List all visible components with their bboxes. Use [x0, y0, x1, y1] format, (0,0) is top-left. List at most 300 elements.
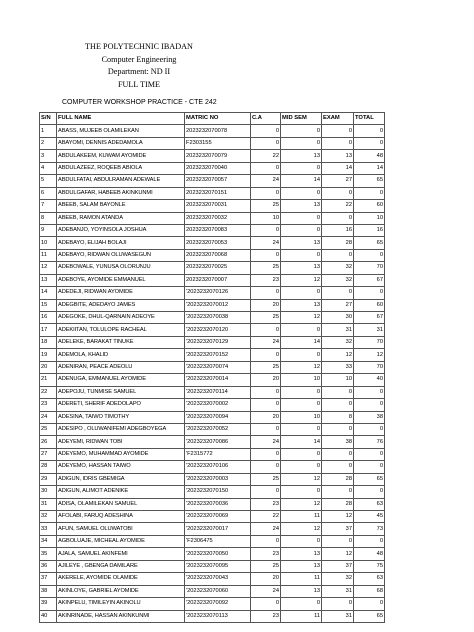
cell-total: 0 — [354, 535, 385, 547]
cell-exam: 0 — [322, 399, 354, 411]
cell-full-name: ABEEB, RAMON ATANDA — [57, 212, 185, 224]
cell-sn: 16 — [40, 312, 57, 324]
cell-exam: 27 — [322, 175, 354, 187]
cell-exam: 16 — [322, 224, 354, 236]
cell-exam: 8 — [322, 411, 354, 423]
cell-matric-no: '2023232070150 — [185, 486, 251, 498]
cell-total: 0 — [354, 598, 385, 610]
cell-full-name: AKINRINADE, HASSAN AKINKUNMI — [57, 610, 185, 622]
cell-full-name: ADEMOLA, KHALID — [57, 349, 185, 361]
column-header-name: FULL NAME — [57, 113, 185, 125]
table-row — [40, 187, 385, 199]
cell-sn: 31 — [40, 498, 57, 510]
table-row — [40, 573, 385, 585]
cell-ca: 20 — [251, 411, 281, 423]
cell-total: 14 — [354, 162, 385, 174]
table-row — [40, 361, 385, 373]
cell-total: 70 — [354, 361, 385, 373]
cell-mid-sem: 0 — [281, 212, 322, 224]
cell-matric-no: F2303155 — [185, 137, 251, 149]
cell-ca: 0 — [251, 125, 281, 137]
cell-ca: 23 — [251, 498, 281, 510]
column-header-total: TOTAL — [354, 113, 385, 125]
cell-mid-sem: 0 — [281, 386, 322, 398]
cell-exam: 37 — [322, 560, 354, 572]
cell-ca: 24 — [251, 436, 281, 448]
cell-ca: 0 — [251, 224, 281, 236]
cell-matric-no: '2023232070086 — [185, 436, 251, 448]
cell-total: 63 — [354, 498, 385, 510]
table-row — [40, 262, 385, 274]
cell-mid-sem: 0 — [281, 399, 322, 411]
cell-mid-sem: 13 — [281, 200, 322, 212]
cell-sn: 3 — [40, 150, 57, 162]
cell-full-name: ADEGOKE, DHUL-QARNAIN ADEOYE — [57, 312, 185, 324]
cell-exam: 0 — [322, 448, 354, 460]
cell-sn: 37 — [40, 573, 57, 585]
cell-total: 0 — [354, 448, 385, 460]
cell-full-name: ADEBOYE, AYOMIDE EMMANUEL — [57, 274, 185, 286]
cell-total: 48 — [354, 548, 385, 560]
cell-mid-sem: 0 — [281, 287, 322, 299]
column-header-ca: C.A — [251, 113, 281, 125]
cell-full-name: ABEEB, SALAM BAYONLE — [57, 200, 185, 212]
cell-sn: 35 — [40, 548, 57, 560]
cell-ca: 0 — [251, 461, 281, 473]
cell-matric-no: '2023232070129 — [185, 336, 251, 348]
cell-matric-no: '2023232070017 — [185, 523, 251, 535]
table-row — [40, 560, 385, 572]
cell-sn: 39 — [40, 598, 57, 610]
cell-full-name: AJILEYE , GBENGA DAMILARE — [57, 560, 185, 572]
cell-sn: 19 — [40, 349, 57, 361]
cell-total: 73 — [354, 523, 385, 535]
cell-exam: 0 — [322, 137, 354, 149]
cell-mid-sem: 12 — [281, 312, 322, 324]
cell-ca: 0 — [251, 349, 281, 361]
cell-ca: 0 — [251, 187, 281, 199]
table-row — [40, 200, 385, 212]
cell-sn: 34 — [40, 535, 57, 547]
cell-matric-no: 2023232070078 — [185, 125, 251, 137]
table-row — [40, 162, 385, 174]
cell-matric-no: '2023232070050 — [185, 548, 251, 560]
cell-ca: 25 — [251, 262, 281, 274]
cell-ca: 10 — [251, 212, 281, 224]
cell-full-name: ADENUGA, EMMANUEL AYOMIDE — [57, 374, 185, 386]
cell-mid-sem: 10 — [281, 411, 322, 423]
cell-ca: 20 — [251, 573, 281, 585]
cell-sn: 28 — [40, 461, 57, 473]
cell-sn: 24 — [40, 411, 57, 423]
cell-mid-sem: 12 — [281, 473, 322, 485]
cell-total: 0 — [354, 137, 385, 149]
cell-full-name: ADEBANJO, YOYINSOLA JOSHUA — [57, 224, 185, 236]
cell-exam: 0 — [322, 486, 354, 498]
study-mode: FULL TIME — [117, 79, 161, 89]
cell-matric-no: '2023232070003 — [185, 473, 251, 485]
table-row — [40, 473, 385, 485]
cell-exam: 32 — [322, 336, 354, 348]
cell-exam: 31 — [322, 610, 354, 622]
cell-sn: 36 — [40, 560, 57, 572]
results-table — [39, 112, 385, 623]
cell-matric-no: '2023232070038 — [185, 312, 251, 324]
cell-ca: 0 — [251, 162, 281, 174]
cell-mid-sem: 13 — [281, 560, 322, 572]
cell-exam: 13 — [322, 150, 354, 162]
cell-total: 31 — [354, 324, 385, 336]
cell-sn: 5 — [40, 175, 57, 187]
cell-mid-sem: 0 — [281, 137, 322, 149]
cell-mid-sem: 0 — [281, 349, 322, 361]
cell-matric-no: 'F2306475 — [185, 535, 251, 547]
table-row — [40, 175, 385, 187]
cell-matric-no: '2023232070043 — [185, 573, 251, 585]
cell-matric-no: 2023232070032 — [185, 212, 251, 224]
cell-ca: 20 — [251, 374, 281, 386]
course-title: COMPUTER WORKSHOP PRACTICE - CTE 242 — [62, 99, 217, 106]
cell-ca: 0 — [251, 399, 281, 411]
cell-total: 68 — [354, 585, 385, 597]
cell-exam: 0 — [322, 461, 354, 473]
cell-mid-sem: 0 — [281, 423, 322, 435]
cell-full-name: ADENIRAN, PEACE ADEOLU — [57, 361, 185, 373]
cell-sn: 4 — [40, 162, 57, 174]
cell-sn: 20 — [40, 361, 57, 373]
cell-exam: 0 — [322, 249, 354, 261]
table-row — [40, 349, 385, 361]
cell-mid-sem: 13 — [281, 548, 322, 560]
table-row — [40, 448, 385, 460]
cell-ca: 0 — [251, 448, 281, 460]
cell-ca: 25 — [251, 312, 281, 324]
cell-matric-no: '2023232070126 — [185, 287, 251, 299]
cell-mid-sem: 13 — [281, 262, 322, 274]
table-row — [40, 274, 385, 286]
table-row — [40, 486, 385, 498]
cell-sn: 21 — [40, 374, 57, 386]
cell-mid-sem: 0 — [281, 162, 322, 174]
cell-ca: 20 — [251, 299, 281, 311]
cell-mid-sem: 13 — [281, 585, 322, 597]
cell-total: 0 — [354, 399, 385, 411]
cell-sn: 32 — [40, 511, 57, 523]
cell-exam: 27 — [322, 299, 354, 311]
cell-matric-no: 2023232070007 — [185, 274, 251, 286]
cell-full-name: AKERELE, AYOMIDE OLAMIDE — [57, 573, 185, 585]
cell-matric-no: '2023232070106 — [185, 461, 251, 473]
cell-full-name: ABDULAKEEM, KUWAM AYOMIDE — [57, 150, 185, 162]
table-row — [40, 386, 385, 398]
cell-ca: 24 — [251, 336, 281, 348]
table-row — [40, 610, 385, 622]
cell-mid-sem: 10 — [281, 374, 322, 386]
cell-sn: 13 — [40, 274, 57, 286]
table-row — [40, 399, 385, 411]
cell-exam: 37 — [322, 523, 354, 535]
cell-full-name: AKINLOYE, GABRIEL AYOMIDE — [57, 585, 185, 597]
column-header-sn: S/N — [40, 113, 57, 125]
department-label: Department: ND II — [107, 67, 171, 77]
cell-mid-sem: 0 — [281, 224, 322, 236]
table-row — [40, 423, 385, 435]
cell-matric-no: '2023232070120 — [185, 324, 251, 336]
table-row — [40, 461, 385, 473]
cell-sn: 9 — [40, 224, 57, 236]
cell-full-name: ADIGUN, ALIMOT ADENIKE — [57, 486, 185, 498]
table-row — [40, 212, 385, 224]
cell-ca: 0 — [251, 324, 281, 336]
cell-total: 0 — [354, 187, 385, 199]
cell-total: 65 — [354, 610, 385, 622]
cell-mid-sem: 0 — [281, 535, 322, 547]
cell-sn: 10 — [40, 237, 57, 249]
cell-exam: 12 — [322, 548, 354, 560]
cell-full-name: ADESINA, TAIWO TIMOTHY — [57, 411, 185, 423]
cell-total: 16 — [354, 224, 385, 236]
cell-mid-sem: 0 — [281, 187, 322, 199]
cell-total: 65 — [354, 237, 385, 249]
cell-ca: 25 — [251, 473, 281, 485]
cell-ca: 0 — [251, 249, 281, 261]
cell-sn: 18 — [40, 336, 57, 348]
cell-matric-no: '2023232070014 — [185, 374, 251, 386]
cell-sn: 7 — [40, 200, 57, 212]
cell-full-name: AGBOLUAJE, MICHEAL AYOMIDE — [57, 535, 185, 547]
cell-sn: 26 — [40, 436, 57, 448]
cell-ca: 23 — [251, 548, 281, 560]
table-row — [40, 150, 385, 162]
column-header-mid-sem: MID SEM — [281, 113, 322, 125]
cell-total: 60 — [354, 299, 385, 311]
cell-total: 75 — [354, 560, 385, 572]
cell-full-name: ADIGUN, IDRIS GBEMIGA — [57, 473, 185, 485]
cell-exam: 0 — [322, 386, 354, 398]
table-body — [40, 125, 385, 623]
table-row — [40, 548, 385, 560]
cell-mid-sem: 0 — [281, 461, 322, 473]
table-row — [40, 511, 385, 523]
table-row — [40, 287, 385, 299]
cell-full-name: ADESIPO , OLUWANIFEMI ADEGBOYEGA — [57, 423, 185, 435]
cell-total: 45 — [354, 511, 385, 523]
cell-matric-no: 2023232070031 — [185, 200, 251, 212]
table-header-row — [40, 113, 385, 125]
cell-matric-no: '2023232070060 — [185, 585, 251, 597]
cell-sn: 27 — [40, 448, 57, 460]
cell-ca: 0 — [251, 486, 281, 498]
cell-total: 76 — [354, 436, 385, 448]
cell-sn: 30 — [40, 486, 57, 498]
cell-matric-no: 2023232070025 — [185, 262, 251, 274]
cell-exam: 12 — [322, 349, 354, 361]
cell-exam: 10 — [322, 374, 354, 386]
cell-ca: 24 — [251, 585, 281, 597]
cell-sn: 6 — [40, 187, 57, 199]
cell-sn: 14 — [40, 287, 57, 299]
cell-ca: 0 — [251, 423, 281, 435]
cell-total: 65 — [354, 175, 385, 187]
cell-ca: 0 — [251, 535, 281, 547]
table-row — [40, 523, 385, 535]
cell-ca: 24 — [251, 175, 281, 187]
cell-total: 0 — [354, 423, 385, 435]
cell-matric-no: 'F2315772 — [185, 448, 251, 460]
document-header — [54, 41, 224, 91]
cell-sn: 23 — [40, 399, 57, 411]
cell-ca: 22 — [251, 150, 281, 162]
cell-total: 60 — [354, 200, 385, 212]
cell-mid-sem: 0 — [281, 125, 322, 137]
table-row — [40, 237, 385, 249]
cell-exam: 32 — [322, 274, 354, 286]
cell-exam: 31 — [322, 585, 354, 597]
cell-full-name: ADEYEMI, RIDWAN TOBI — [57, 436, 185, 448]
cell-full-name: ABDULFATAI, ABDULRAMAN ADEWALE — [57, 175, 185, 187]
cell-mid-sem: 13 — [281, 237, 322, 249]
cell-exam: 22 — [322, 200, 354, 212]
cell-ca: 23 — [251, 274, 281, 286]
cell-total: 0 — [354, 386, 385, 398]
cell-ca: 0 — [251, 386, 281, 398]
cell-exam: 31 — [322, 324, 354, 336]
cell-matric-no: 2023232070079 — [185, 150, 251, 162]
table-row — [40, 411, 385, 423]
cell-mid-sem: 14 — [281, 175, 322, 187]
cell-total: 70 — [354, 262, 385, 274]
cell-ca: 23 — [251, 610, 281, 622]
cell-total: 48 — [354, 150, 385, 162]
cell-exam: 0 — [322, 187, 354, 199]
cell-mid-sem: 12 — [281, 523, 322, 535]
cell-sn: 15 — [40, 299, 57, 311]
table-row — [40, 137, 385, 149]
table-row — [40, 224, 385, 236]
cell-full-name: ADEBAYO, RIDWAN OLUWASEGUN — [57, 249, 185, 261]
cell-total: 0 — [354, 249, 385, 261]
cell-exam: 30 — [322, 312, 354, 324]
cell-matric-no: '2023232070095 — [185, 560, 251, 572]
cell-ca: 24 — [251, 523, 281, 535]
cell-full-name: ADEYEMO, MUHAMMAD AYOMIDE — [57, 448, 185, 460]
cell-ca: 0 — [251, 287, 281, 299]
cell-mid-sem: 12 — [281, 498, 322, 510]
cell-matric-no: '2023232070012 — [185, 299, 251, 311]
cell-full-name: ADERETI, SHERIF ADEDOLAPO — [57, 399, 185, 411]
cell-exam: 28 — [322, 237, 354, 249]
cell-ca: 0 — [251, 598, 281, 610]
cell-sn: 8 — [40, 212, 57, 224]
cell-mid-sem: 0 — [281, 486, 322, 498]
cell-exam: 14 — [322, 162, 354, 174]
cell-mid-sem: 11 — [281, 573, 322, 585]
cell-ca: 25 — [251, 560, 281, 572]
cell-exam: 0 — [322, 598, 354, 610]
table-row — [40, 299, 385, 311]
cell-full-name: ABAYOMI, DENNIS ADEDAMOLA — [57, 137, 185, 149]
cell-matric-no: '2023232070152 — [185, 349, 251, 361]
table-row — [40, 598, 385, 610]
cell-matric-no: 2023232070083 — [185, 224, 251, 236]
cell-exam: 32 — [322, 262, 354, 274]
table-row — [40, 324, 385, 336]
cell-matric-no: '2023232070114 — [185, 386, 251, 398]
cell-exam: 33 — [322, 361, 354, 373]
cell-total: 10 — [354, 212, 385, 224]
table-row — [40, 336, 385, 348]
cell-sn: 12 — [40, 262, 57, 274]
institution-name: THE POLYTECHNIC IBADAN — [85, 42, 193, 51]
cell-matric-no: 2023232070040 — [185, 162, 251, 174]
cell-total: 63 — [354, 573, 385, 585]
cell-exam: 28 — [322, 498, 354, 510]
cell-sn: 40 — [40, 610, 57, 622]
cell-full-name: ADEPOJU, TUNMISE SAMUEL — [57, 386, 185, 398]
cell-mid-sem: 12 — [281, 274, 322, 286]
cell-exam: 0 — [322, 212, 354, 224]
cell-sn: 25 — [40, 423, 57, 435]
cell-matric-no: 2023232070151 — [185, 187, 251, 199]
cell-matric-no: 2023232070053 — [185, 237, 251, 249]
cell-matric-no: '2023232070036 — [185, 498, 251, 510]
cell-full-name: ABASS, MUJEEB OLAMILEKAN — [57, 125, 185, 137]
cell-mid-sem: 0 — [281, 324, 322, 336]
cell-mid-sem: 12 — [281, 361, 322, 373]
cell-matric-no: '2023232070052 — [185, 423, 251, 435]
cell-mid-sem: 13 — [281, 150, 322, 162]
cell-full-name: AFUN, SAMUEL OLUWATOBI — [57, 523, 185, 535]
cell-exam: 28 — [322, 473, 354, 485]
table-row — [40, 249, 385, 261]
cell-total: 38 — [354, 411, 385, 423]
table-row — [40, 535, 385, 547]
cell-full-name: AJALA, SAMUEL AKINFEMI — [57, 548, 185, 560]
cell-sn: 11 — [40, 249, 57, 261]
cell-exam: 0 — [322, 535, 354, 547]
cell-mid-sem: 14 — [281, 436, 322, 448]
cell-matric-no: '2023232070069 — [185, 511, 251, 523]
cell-mid-sem: 14 — [281, 336, 322, 348]
cell-mid-sem: 11 — [281, 511, 322, 523]
cell-total: 40 — [354, 374, 385, 386]
cell-total: 0 — [354, 461, 385, 473]
cell-sn: 38 — [40, 585, 57, 597]
cell-matric-no: '2023232070094 — [185, 411, 251, 423]
program-name: Computer Engineering — [101, 54, 177, 64]
table-row — [40, 312, 385, 324]
cell-sn: 33 — [40, 523, 57, 535]
cell-exam: 38 — [322, 436, 354, 448]
cell-ca: 25 — [251, 361, 281, 373]
cell-sn: 22 — [40, 386, 57, 398]
cell-total: 67 — [354, 274, 385, 286]
cell-mid-sem: 0 — [281, 249, 322, 261]
cell-full-name: ABDULAZEEZ, ROQEEB ABIOLA — [57, 162, 185, 174]
column-header-exam: EXAM — [322, 113, 354, 125]
column-header-matric: MATRIC NO — [185, 113, 251, 125]
cell-full-name: ADEBAYO, ELIJAH BOLAJI — [57, 237, 185, 249]
cell-sn: 2 — [40, 137, 57, 149]
cell-total: 70 — [354, 336, 385, 348]
cell-exam: 0 — [322, 287, 354, 299]
cell-matric-no: '2023232070002 — [185, 399, 251, 411]
cell-full-name: ADEKIITAN, TOLULOPE RACHEAL — [57, 324, 185, 336]
cell-exam: 12 — [322, 511, 354, 523]
cell-mid-sem: 0 — [281, 448, 322, 460]
table-row — [40, 374, 385, 386]
cell-full-name: ADEYEMO, HASSAN TAIWO — [57, 461, 185, 473]
